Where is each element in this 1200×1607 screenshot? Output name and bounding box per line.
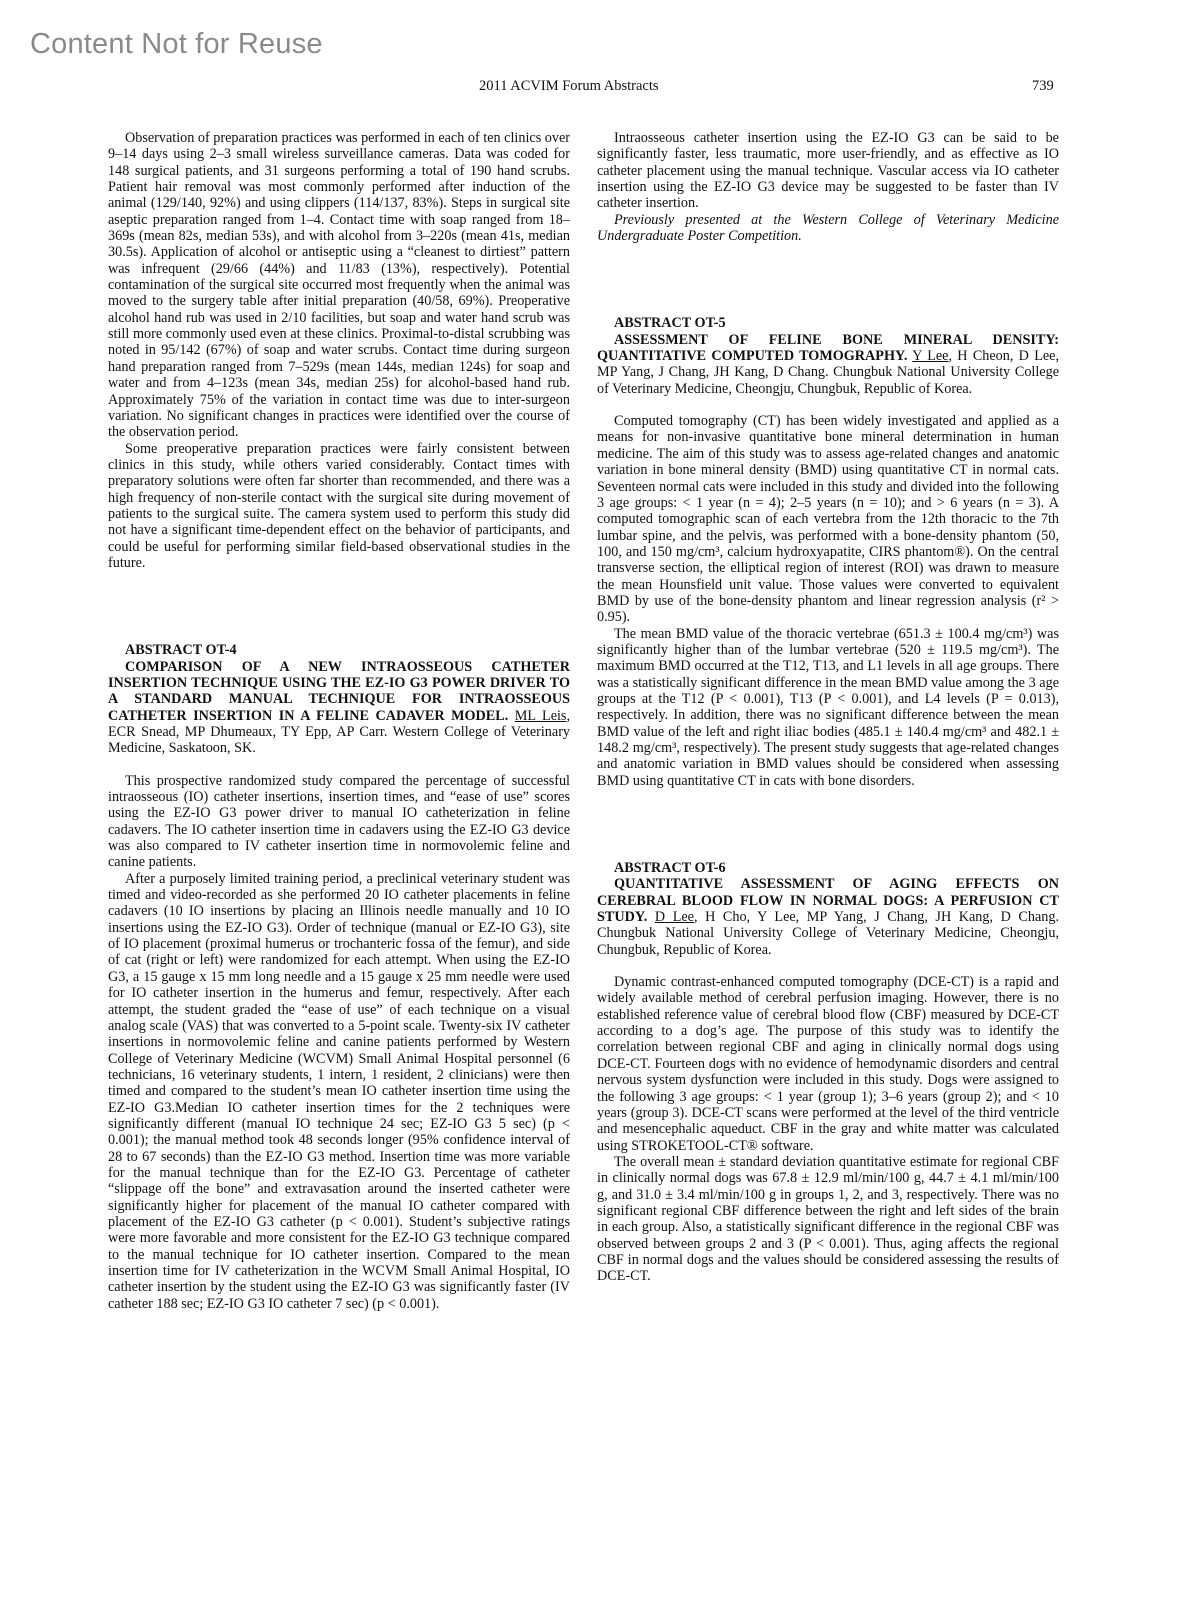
abstract-heading xyxy=(597,876,1059,958)
paragraph: Observation of preparation practices was performed in each of ten clinics over 9–14 days using 2–3 small wireless surveillance cameras. Data was coded for 148 surgical patients, and 31 surgeons performing a total of 190 hand scrubs. Patient hair removal was most commonly performed after induction of the animal (129/140, 92%) and using clippers (114/137, 83%). Steps in surgical site aseptic preparation ranged from 1–4. Contact time with soap ranged from 18–369s (mean 82s, median 53s), and with alcohol from 3–220s (mean 41s, median 30.5s). Application of alcohol or antiseptic using a “cleanest to dirtiest” pattern was infrequent (29/66 (44%) and 11/83 (13%), respectively). Potential contamination of the surgical site occurred most frequently when the animal was moved to the surgery table after initial preparation (40/58, 69%). Preoperative alcohol hand rub was used in 2/10 facilities, but soap and water hand scrub was still more commonly used even at these clinics. Proximal-to-distal scrubbing was noted in 95/142 (67%) of soap and water scrubs. Contact time during surgeon hand preparation ranged from 7–529s (mean 144s, median 124s) for soap and water and from 4–123s (mean 34s, median 25s) for alcohol-based hand rub. Approximately 75% of the variation in contact time was due to inter-surgeon variation. No significant changes in practices were identified over the course of the observation period. xyxy=(108,130,570,441)
presenting-author: Y Lee xyxy=(912,348,949,365)
running-head xyxy=(0,78,1200,100)
page-number: 739 xyxy=(1032,78,1054,94)
abstract-title: ASSESSMENT OF FELINE BONE MINERAL DENSITY: QUANTITATIVE COMPUTED TOMOGRAPHY. xyxy=(597,331,1059,365)
abstract-ot-5 xyxy=(597,315,1059,789)
institution: Chungbuk National University College of Veterinary Medicine, Cheongju, Chungbuk, Republic of Korea. xyxy=(597,925,1059,958)
right-column xyxy=(597,130,1059,1285)
running-title: 2011 ACVIM Forum Abstracts xyxy=(479,78,659,94)
left-column xyxy=(108,130,570,1312)
watermark: Content Not for Reuse xyxy=(30,28,323,60)
coauthors: , H Cheon, D Lee, MP Yang, J Chang, JH Kang, D Chang. xyxy=(597,348,1059,381)
presentation-note: Previously presented at the Western College of Veterinary Medicine Undergraduate Poster Competition. xyxy=(597,211,1059,245)
paragraph: Dynamic contrast-enhanced computed tomography (DCE-CT) is a rapid and widely available method of cerebral perfusion imaging. However, there is no established reference value of cerebral blood flow (CBF) measured by DCE-CT according to a dog’s age. The purpose of this study was to identify the correlation between regional CBF and aging in clinically normal dogs using DCE-CT. Fourteen dogs with no evidence of hemodynamic disorders and central nervous system dysfunction were included in this study. Dogs were assigned to the following 3 age groups: < 1 year (group 1); 3–6 years (group 2); and < 10 years (group 3). DCE-CT scans were performed at the level of the third ventricle and mesencephalic aqueduct. CBF in the gray and white matter was calculated using STROKETOOL-CT® software. xyxy=(597,974,1059,1154)
coauthors: , ECR Snead, MP Dhumeaux, TY Epp, AP Carr. xyxy=(108,707,570,740)
presenting-author: ML Leis xyxy=(514,707,567,724)
institution: Chungbuk National University College of Veterinary Medicine, Cheongju, Chungbuk, Republic of Korea. xyxy=(597,364,1059,397)
paragraph: The mean BMD value of the thoracic vertebrae (651.3 ± 100.4 mg/cm³) was significantly higher than of the lumbar vertebrae (520 ± 119.5 mg/cm³). The maximum BMD occurred at the T12, T13, and L1 levels in all age groups. There was a statistically significant difference in the mean BMD value among the 3 age groups at the T12 (P < 0.001), T13 (P < 0.001), and L4 levels (P = 0.013), respectively. In addition, there was no significant difference between the mean BMD value of the left and right iliac bodies (485.1 ± 140.4 mg/cm³ and 482.1 ± 148.2 mg/cm³, respectively). The present study suggests that age-related changes and anatomic variation in BMD values should be considered when assessing BMD using quantitative CT in cats with bone disorders. xyxy=(597,625,1059,789)
paragraph: Intraosseous catheter insertion using the EZ-IO G3 can be said to be significantly faster, less traumatic, more user-friendly, and as effective as IO catheter placement using the manual technique. Vascular access via IO catheter insertion using the EZ-IO G3 device may be suggested to be faster than IV catheter insertion. xyxy=(597,130,1059,212)
paragraph: After a purposely limited training period, a preclinical veterinary student was timed and video-recorded as she performed 20 IO catheter placements in feline cadavers (10 IO insertions by placing an Illinois needle manually and 10 IO insertions using the EZ-IO G3). Order of technique (manual or EZ-IO G3), site of IO placement (proximal humerus or trochanteric fossa of the femur), and side of cat (right or left) were randomized for each attempt. When using the EZ-IO G3, a 15 gauge x 15 mm long needle and a 15 gauge x 25 mm needle were used for IO catheter insertion in the humerus and femur, respectively. After each attempt, the student graded the “ease of use” of each technique on a visual analog scale (VAS) that was converted to a 5-point scale. Twenty-six IV catheter insertions in normovolemic feline and canine patients performed by Western College of Veterinary Medicine (WCVM) Small Animal Hospital personnel (6 technicians, 16 veterinary students, 1 intern, 1 resident, 2 clinicians) were then timed and compared to the student’s mean IO catheter insertion time using the EZ-IO G3.Median IO catheter insertion times for the 2 techniques were significantly different (manual IO technique 24 sec; EZ-IO G3 5 sec) (p < 0.001); the manual method took 48 seconds longer (95% confidence interval of 28 to 67 seconds) than the EZ-IO G3 method. Insertion time was more variable for the manual technique than for the EZ-IO G3. Percentage of catheter “slippage off the bone” and extravasation around the inserted catheter were significantly higher for placement of the manual IO catheter compared with placement of the EZ-IO G3 catheter (p < 0.001). Student’s subjective ratings were more favorable and more consistent for the EZ-IO G3 technique compared to the manual technique for IO catheter insertion. Compared to the mean insertion time for IV catheterization in the WCVM Small Animal Hospital, IO catheter insertion by the student using the EZ-IO G3 was significantly faster (IV catheter 188 sec; EZ-IO G3 IO catheter 7 sec) (p < 0.001). xyxy=(108,870,570,1312)
abstract-ot-4 xyxy=(108,642,570,1312)
presenting-author: D Lee xyxy=(654,909,694,926)
paragraph: Some preoperative preparation practices were fairly consistent between clinics in this study, while others varied considerably. Contact times with preparatory solutions were often far shorter than recommended, and there was a high frequency of non-sterile contact with the surgical site during movement of patients to the surgical suite. The camera system used to perform this study did not have a significant time-dependent effect on the behavior of participants, and could be useful for performing similar field-based observational studies in the future. xyxy=(108,440,570,571)
abstract-heading xyxy=(108,659,570,757)
paragraph: Computed tomography (CT) has been widely investigated and applied as a means for non-invasive quantitative bone mineral determination in human medicine. The aim of this study was to assess age-related changes and anatomic variation in bone mineral density (BMD) using quantitative CT in normal cats. Seventeen normal cats were included in this study and divided into the following 3 age groups: < 1 year (n = 4); 2–5 years (n = 10); and > 6 years (n = 3). A computed tomographic scan of each vertebra from the 12th thoracic to the 7th lumbar spine, and the pelvis, was performed with a bone-density phantom (50, 100, and 150 mg/cm³, calcium hydroxyapatite, CIRS phantom®). On the central transverse section, the elliptical region of interest (ROI) was drawn to measure the mean Hounsfield unit value. Those values were converted to equivalent BMD by use of the bone-density phantom and linear regression analysis (r² > 0.95). xyxy=(597,413,1059,626)
paragraph: This prospective randomized study compared the percentage of successful intraosseous (IO) catheter insertions, insertion times, and “ease of use” scores using the EZ-IO G3 power driver to manual IO catheterization in feline cadavers. The IO catheter insertion time in cadavers using the EZ-IO G3 device was also compared to IV catheter insertion time in normovolemic feline and canine patients. xyxy=(108,772,570,871)
institution: Western College of Veterinary Medicine, Saskatoon, SK. xyxy=(108,724,571,757)
abstract-title: COMPARISON OF A NEW INTRAOSSEOUS CATHETER INSERTION TECHNIQUE USING THE EZ-IO G3 POWER DRIVER TO A STANDARD MANUAL TECHNIQUE FOR INTRAOSSEOUS CATHETER INSERTION IN A FELINE CADAVER MODEL. xyxy=(108,658,570,724)
paragraph: The overall mean ± standard deviation quantitative estimate for regional CBF in clinically normal dogs was 67.8 ± 12.9 ml/min/100 g, 44.7 ± 4.1 ml/min/100 g, and 31.0 ± 3.4 ml/min/100 g in groups 1, 2, and 3, respectively. There was no significant regional CBF difference between the right and left sides of the brain in each group. Also, a statistically significant difference in the regional CBF was observed between groups 2 and 3 (P < 0.001). Thus, aging affects the regional CBF in normal dogs and the values should be considered assessing the results of DCE-CT. xyxy=(597,1153,1059,1285)
coauthors: , H Cho, Y Lee, MP Yang, J Chang, JH Kang, D Chang. xyxy=(693,909,1059,926)
abstract-heading xyxy=(597,332,1059,397)
abstract-title: QUANTITATIVE ASSESSMENT OF AGING EFFECTS ON CEREBRAL BLOOD FLOW IN NORMAL DOGS: A PERFUSION CT STUDY. xyxy=(597,876,1059,926)
abstract-number: ABSTRACT OT-4 xyxy=(125,642,237,659)
abstract-number: ABSTRACT OT-6 xyxy=(614,860,726,877)
abstract-ot-6 xyxy=(597,860,1059,1285)
abstract-number: ABSTRACT OT-5 xyxy=(614,315,726,332)
